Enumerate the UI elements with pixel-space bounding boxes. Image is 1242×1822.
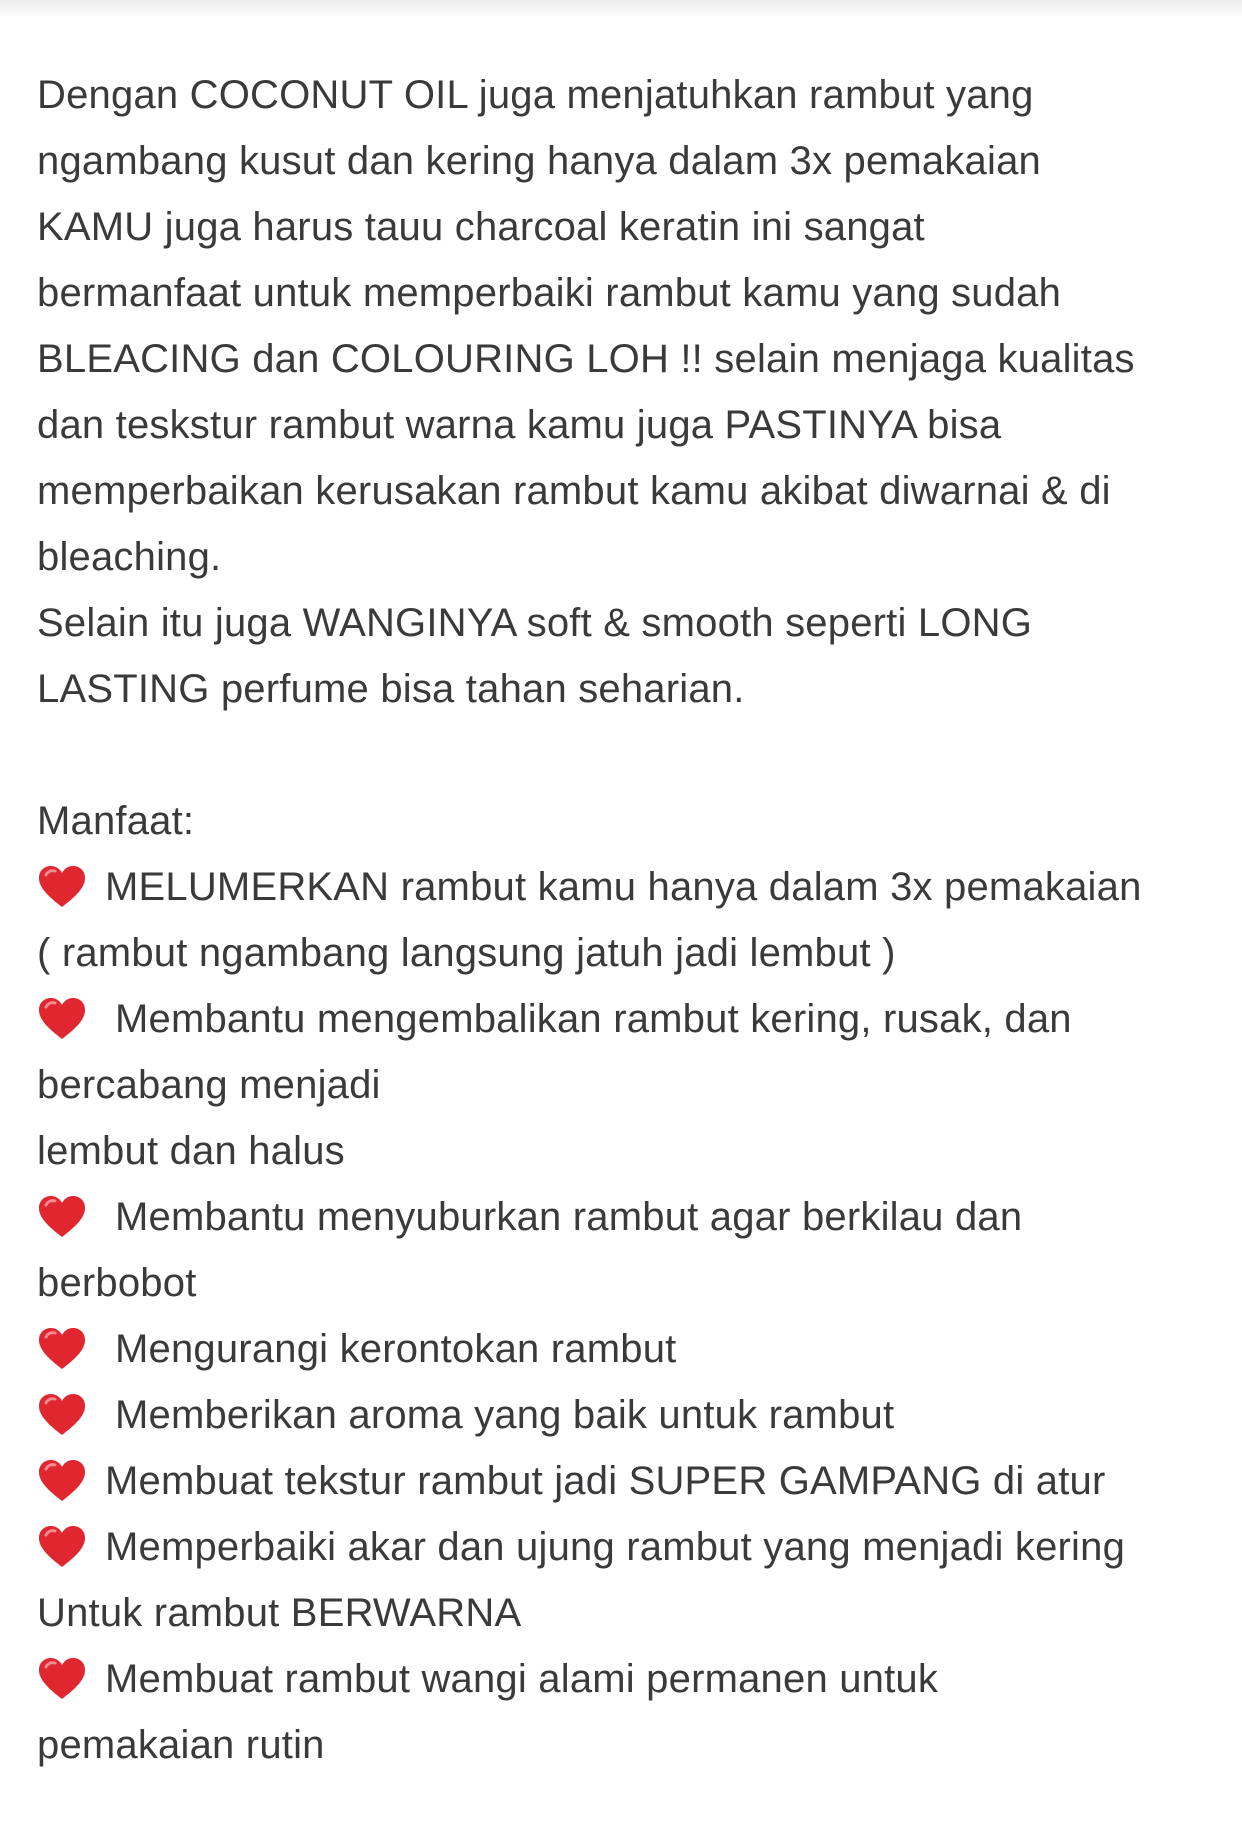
benefit-item: [37, 1514, 1217, 1580]
description-line: dan teskstur rambut warna kamu juga PASTINYA bisa: [37, 403, 1002, 447]
benefit-item: [37, 986, 1217, 1052]
description-line: KAMU juga harus tauu charcoal keratin ini sangat: [37, 205, 925, 249]
benefits-heading: Manfaat:: [37, 799, 195, 843]
benefit-item: [37, 1646, 1217, 1712]
red-heart-icon: [37, 1195, 87, 1239]
benefit-continuation: ( rambut ngambang langsung jatuh jadi lembut ): [37, 931, 896, 975]
benefit-continuation: bercabang menjadi: [37, 1063, 381, 1107]
description-line: ngambang kusut dan kering hanya dalam 3x pemakaian: [37, 139, 1041, 183]
red-heart-icon: [37, 1525, 87, 1569]
description-line: Selain itu juga WANGINYA soft & smooth seperti LONG: [37, 601, 1033, 645]
red-heart-icon: [37, 1459, 87, 1503]
paragraph-spacer: [37, 722, 1217, 788]
top-edge-shadow: [0, 0, 1242, 18]
benefit-continuation: lembut dan halus: [37, 1129, 345, 1173]
benefit-text: Membuat rambut wangi alami permanen untuk: [105, 1657, 939, 1701]
description-line: bermanfaat untuk memperbaiki rambut kamu yang sudah: [37, 271, 1062, 315]
benefit-item: [37, 1448, 1217, 1514]
description-line: bleaching.: [37, 535, 222, 579]
benefit-text: Memberikan aroma yang baik untuk rambut: [115, 1393, 895, 1437]
benefit-continuation: pemakaian rutin: [37, 1723, 325, 1767]
red-heart-icon: [37, 1657, 87, 1701]
description-line: Dengan COCONUT OIL juga menjatuhkan rambut yang: [37, 73, 1034, 117]
benefit-continuation: Untuk rambut BERWARNA: [37, 1591, 522, 1635]
benefit-text: Membantu menyuburkan rambut agar berkilau dan: [115, 1195, 1023, 1239]
benefit-item: [37, 1382, 1217, 1448]
benefit-text: MELUMERKAN rambut kamu hanya dalam 3x pemakaian: [105, 865, 1142, 909]
benefit-text: Membuat tekstur rambut jadi SUPER GAMPANG di atur: [105, 1459, 1106, 1503]
red-heart-icon: [37, 1327, 87, 1371]
product-description: [37, 62, 1217, 1778]
benefit-text: Membantu mengembalikan rambut kering, rusak, dan: [115, 997, 1072, 1041]
benefit-item: [37, 1184, 1217, 1250]
red-heart-icon: [37, 1393, 87, 1437]
benefit-item: [37, 854, 1217, 920]
description-line: BLEACING dan COLOURING LOH !! selain menjaga kualitas: [37, 337, 1135, 381]
benefit-continuation: berbobot: [37, 1261, 197, 1305]
red-heart-icon: [37, 997, 87, 1041]
benefit-item: [37, 1316, 1217, 1382]
red-heart-icon: [37, 865, 87, 909]
description-line: LASTING perfume bisa tahan seharian.: [37, 667, 745, 711]
benefit-text: Memperbaiki akar dan ujung rambut yang menjadi kering: [105, 1525, 1126, 1569]
description-line: memperbaikan kerusakan rambut kamu akibat diwarnai & di: [37, 469, 1111, 513]
benefit-text: Mengurangi kerontokan rambut: [115, 1327, 677, 1371]
